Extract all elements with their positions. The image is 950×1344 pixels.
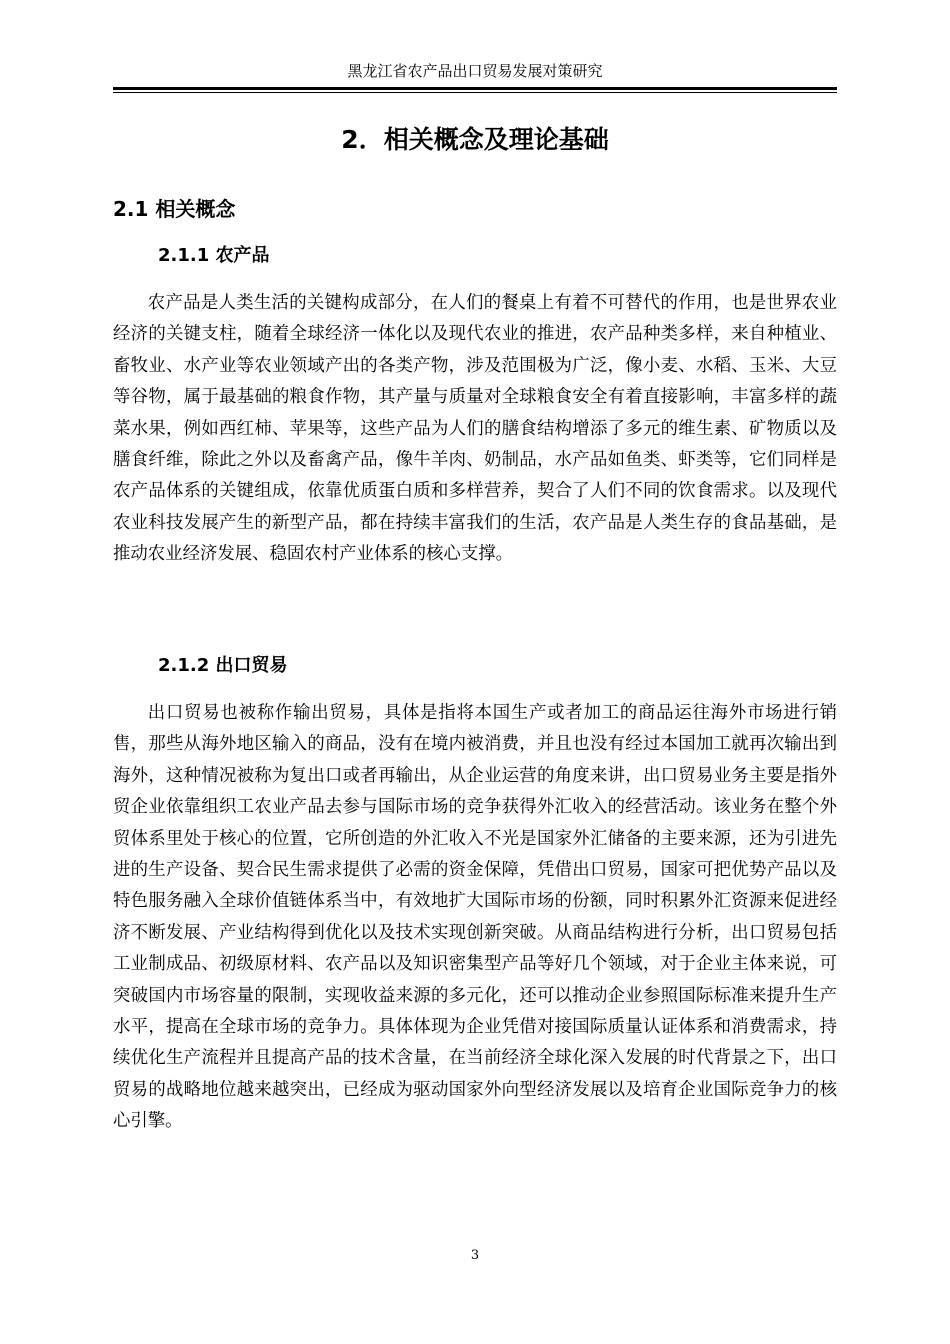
subsection-title-export-trade: 2.1.2 出口贸易 [158,655,288,676]
section-title: 2.1 相关概念 [113,197,236,221]
subsection-title-agricultural-products: 2.1.1 农产品 [158,245,270,266]
header-rule-thin [113,92,837,93]
paragraph-export-trade: 出口贸易也被称作输出贸易，具体是指将本国生产或者加工的商品运往海外市场进行销售，那些从海外地区输入的商品，没有在境内被消费，并且也没有经过本国加工就再次输出到海外，这种情况被称为复出口或者再输出，从企业运营的角度来讲，出口贸易业务主要是指外贸企业依靠组织工农业产品去参与国际市场的竞争获得外汇收入的经营活动。该业务在整个外贸体系里处于核心的位置，它所创造的外汇收入不光是国家外汇储备的主要来源，还为引进先进的生产设备、契合民生需求提供了必需的资金保障，凭借出口贸易，国家可把优势产品以及特色服务融入全球价值链体系当中，有效地扩大国际市场的份额，同时积累外汇资源来促进经济不断发展、产业结构得到优化以及技术实现创新突破。从商品结构进行分析，出口贸易包括工业制成品、初级原材料、农产品以及知识密集型产品等好几个领域，对于企业主体来说，可突破国内市场容量的限制，实现收益来源的多元化，还可以推动企业参照国际标准来提升生产水平，提高在全球市场的竞争力。具体体现为企业凭借对接国际质量认证体系和消费需求，持续优化生产流程并且提高产品的技术含量，在当前经济全球化深入发展的时代背景之下，出口贸易的战略地位越来越突出，已经成为驱动国家外向型经济发展以及培育企业国际竞争力的核心引擎。 [113,703,837,1132]
running-header: 黑龙江省农产品出口贸易发展对策研究 [347,62,603,80]
header-rule-thick [113,87,837,90]
page-number: 3 [470,1248,480,1263]
chapter-title: 2．相关概念及理论基础 [341,125,609,154]
paragraph-agricultural-products: 农产品是人类生活的关键构成部分，在人们的餐桌上有着不可替代的作用，也是世界农业经济的关键支柱，随着全球经济一体化以及现代农业的推进，农产品种类多样，来自种植业、畜牧业、水产业等农业领域产出的各类产物，涉及范围极为广泛，像小麦、水稻、玉米、大豆等谷物，属于最基础的粮食作物，其产量与质量对全球粮食安全有着直接影响，丰富多样的蔬菜水果，例如西红柿、苹果等，这些产品为人们的膳食结构增添了多元的维生素、矿物质以及膳食纤维，除此之外以及畜禽产品，像牛羊肉、奶制品，水产品如鱼类、虾类等，它们同样是农产品体系的关键组成，依靠优质蛋白质和多样营养，契合了人们不同的饮食需求。以及现代农业科技发展产生的新型产品，都在持续丰富我们的生活，农产品是人类生存的食品基础，是推动农业经济发展、稳固农村产业体系的核心支撑。 [113,293,837,565]
